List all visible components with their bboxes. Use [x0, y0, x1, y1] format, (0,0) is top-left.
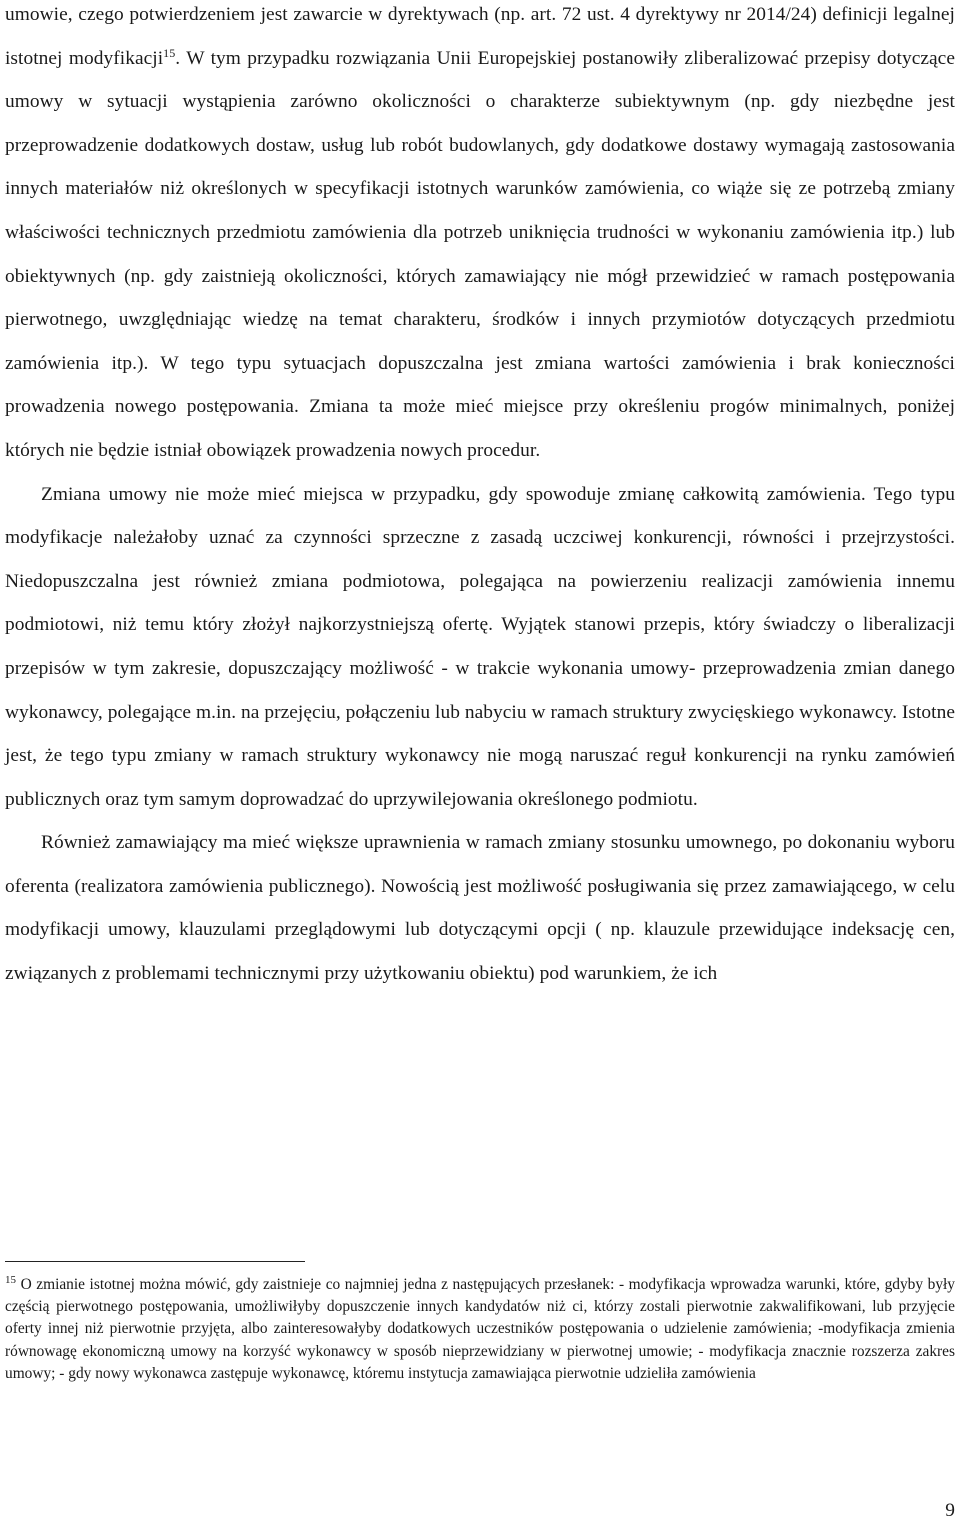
paragraph-1-text-b: . W tym przypadku rozwiązania Unii Europejskiej postanowiły zliberalizować przepisy dotyczące umowy w sytuacji wystąpienia zarówno okoliczności o charakterze subiektywnym (np. gdy niezbędne jest przeprowadzenie dodatkowych dostaw, usług lub robót budowlanych, gdy dodatkowe dostawy wymagają zastosowania innych materiałów niż określonych w specyfikacji istotnych warunków zamówienia, co wiąże się ze potrzebą zmiany właściwości technicznych przedmiotu zamówienia dla potrzeb uniknięcia trudności w wykonaniu zamówienia itp.) lub obiektywnych (np. gdy zaistnieją okoliczności, których zamawiający nie mógł przewidzieć w ramach postępowania pierwotnego, uwzględniając wiedzę na temat charakteru, środków i innych przymiotów dotyczących przedmiotu zamówienia itp.). W tego typu sytuacjach dopuszczalna jest zmiana wartości zamówienia i brak konieczności prowadzenia nowego postępowania. Zmiana ta może mieć miejsce przy określeniu progów minimalnych, poniżej których nie będzie istniał obowiązek prowadzenia nowych procedur.	[5, 47, 955, 461]
body-text	[5, 0, 955, 996]
footnote-reference[interactable]: 15	[163, 45, 176, 60]
paragraph-2-text: Zmiana umowy nie może mieć miejsca w przypadku, gdy spowoduje zmianę całkowitą zamówienia. Tego typu modyfikacje należałoby uznać za czynności sprzeczne z zasadą uczciwej konkurencji, równości i przejrzystości. Niedopuszczalna jest również zmiana podmiotowa, polegająca na powierzeniu realizacji zamówienia innemu podmiotowi, niż temu który złożył najkorzystniejszą ofertę. Wyjątek stanowi przepis, który świadczy o liberalizacji przepisów w tym zakresie, dopuszczający możliwość - w trakcie wykonania umowy- przeprowadzenia zmian danego wykonawcy, polegające m.in. na przejęciu, połączeniu lub nabyciu w ramach struktury zwycięskiego wykonawcy. Istotne jest, że tego typu zmiany w ramach struktury wykonawcy nie mogą naruszać reguł konkurencji na rynku zamówień publicznych oraz tym samym doprowadzać do uprzywilejowania określonego podmiotu.	[5, 483, 955, 810]
footnote-text: O zmianie istotnej można mówić, gdy zaistnieje co najmniej jedna z następujących przesłanek: - modyfikacja wprowadza warunki, które, gdyby były częścią pierwotnego postępowania, umożliwiłyby dopuszczenie innych kandydatów niż ci, którzy zostali pierwotnie zakwalifikowani, lub przyjęcie oferty innej niż pierwotnie przyjęta, albo zainteresowałyby dodatkowych uczestników postępowania o udzielenie zamówienia; -modyfikacja zmienia równowagę ekonomiczną umowy na korzyść wykonawcy w sposób nieprzewidziany w pierwotnej umowie; - modyfikacja znacznie rozszerza zakres umowy; - gdy nowy wykonawca zastępuje wykonawcę, któremu instytucja zamawiająca pierwotnie udzieliła zamówienia	[5, 1276, 955, 1382]
paragraph-2	[5, 473, 955, 822]
paragraph-3-text: Również zamawiający ma mieć większe uprawnienia w ramach zmiany stosunku umownego, po dokonaniu wyboru oferenta (realizatora zamówienia publicznego). Nowością jest możliwość posługiwania się przez zamawiającego, w celu modyfikacji umowy, klauzulami przeglądowymi lub dotyczącymi opcji ( np. klauzule przewidujące indeksację cen, związanych z problemami technicznymi przy użytkowaniu obiektu) pod warunkiem, że ich	[5, 832, 955, 985]
page-number: 9	[945, 1500, 955, 1521]
footnote-marker: 15	[5, 1274, 16, 1286]
footnote-15	[5, 1274, 955, 1385]
footnote-separator	[5, 1261, 305, 1262]
paragraph-1	[5, 0, 955, 473]
paragraph-1-text-a: umowie, czego potwierdzeniem jest zawarcie w dyrektywach (np. art. 72 ust. 4 dyrektywy nr 2014/24) definicji legalnej istotnej modyfikacji	[5, 4, 955, 69]
paragraph-3	[5, 821, 955, 995]
